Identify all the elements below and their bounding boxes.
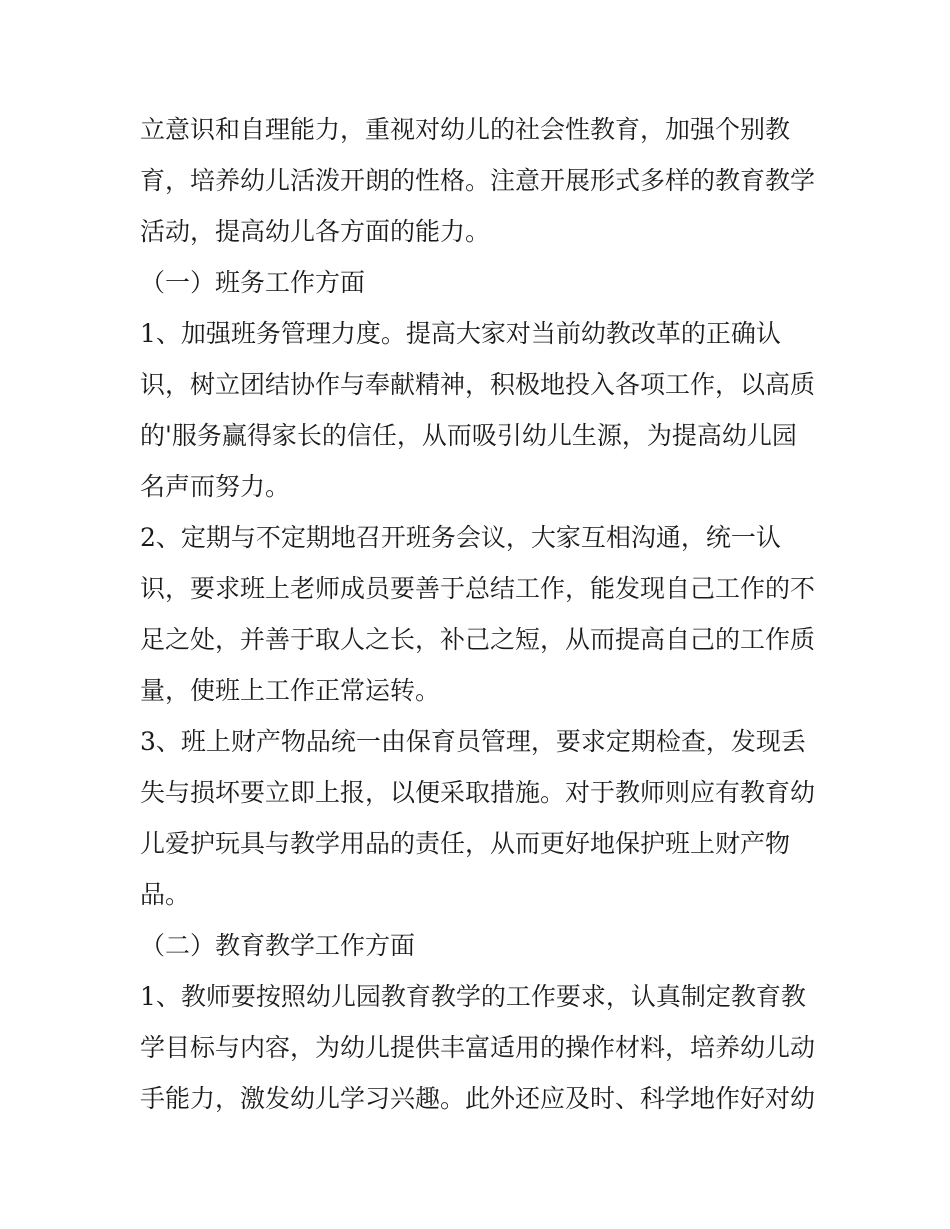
text-line: 儿爱护玩具与教学用品的责任，从而更好地保护班上财产物 [140,829,791,858]
text-line: 足之处，并善于取人之长，补己之短，从而提高自己的工作质 [140,625,816,654]
section-heading: （二）教育教学工作方面 [140,931,416,960]
text-line: 育，培养幼儿活泼开朗的性格。注意开展形式多样的教育教学 [140,166,816,195]
text-line: 学目标与内容，为幼儿提供丰富适用的操作材料，培养幼儿动 [140,1033,816,1062]
text-line: 1、教师要按照幼儿园教育教学的工作要求，认真制定教育教 [140,982,806,1011]
section-heading: （一）班务工作方面 [140,268,366,297]
text-line: 1、加强班务管理力度。提高大家对当前幼教改革的正确认 [140,319,781,348]
text-line: 的'服务赢得家长的信任，从而吸引幼儿生源，为提高幼儿园 [140,421,797,450]
text-line: 识，要求班上老师成员要善于总结工作，能发现自己工作的不 [140,574,816,603]
text-line: 活动，提高幼儿各方面的能力。 [140,217,491,246]
text-line: 立意识和自理能力，重视对幼儿的社会性教育，加强个别教 [140,115,791,144]
text-line: 3、班上财产物品统一由保育员管理，要求定期检查，发现丢 [140,727,806,756]
text-line: 失与损坏要立即上报，以便采取措施。对于教师则应有教育幼 [140,778,816,807]
text-line: 品。 [140,880,191,909]
text-line: 量，使班上工作正常运转。 [140,676,441,705]
text-line: 2、定期与不定期地召开班务会议，大家互相沟通，统一认 [140,523,781,552]
text-line: 名声而努力。 [140,472,291,501]
text-line: 识，树立团结协作与奉献精神，积极地投入各项工作，以高质 [140,370,816,399]
text-line: 手能力，激发幼儿学习兴趣。此外还应及时、科学地作好对幼 [140,1084,816,1113]
